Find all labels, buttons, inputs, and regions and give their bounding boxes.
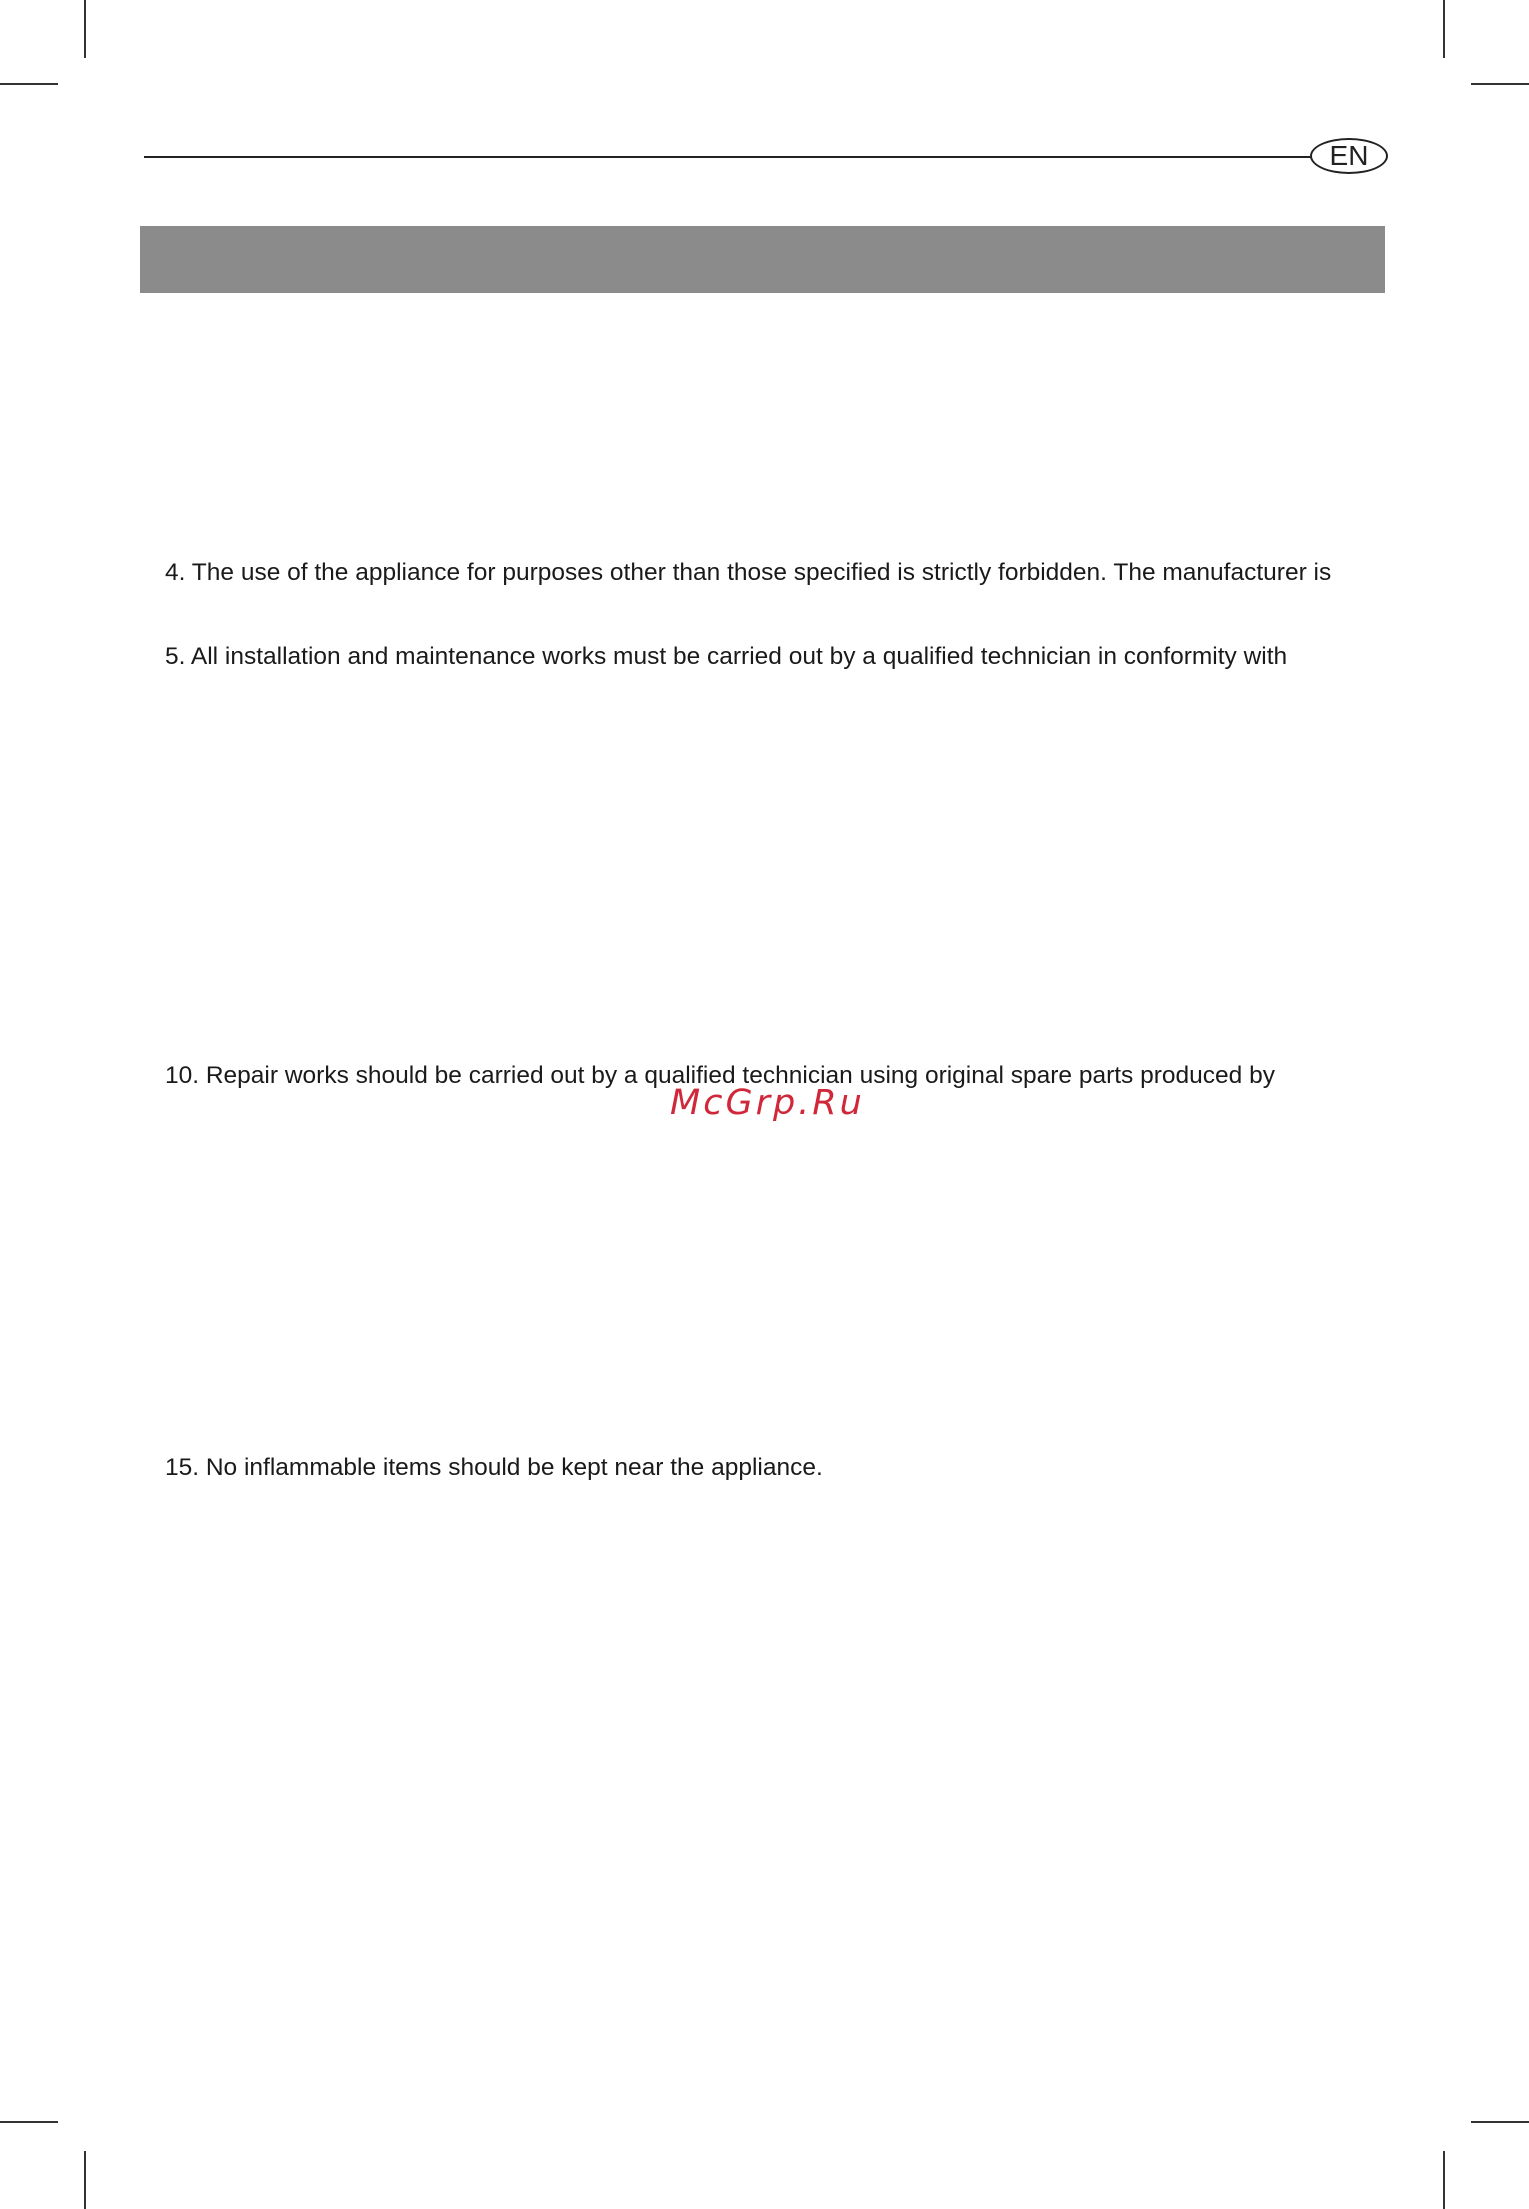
crop-mark-bottom-right-horizontal <box>1471 2121 1529 2123</box>
watermark: McGrp.Ru <box>670 1083 865 1123</box>
crop-mark-top-left-vertical <box>84 0 86 58</box>
language-badge: EN <box>1310 138 1388 174</box>
instruction-item-10: 10. Repair works should be carried out by a qualified technician using original spare parts produced by <box>165 1062 1275 1089</box>
crop-mark-top-right-horizontal <box>1471 83 1529 85</box>
instruction-item-15: 15. No inflammable items should be kept near the appliance. <box>165 1454 823 1481</box>
crop-mark-top-right-vertical <box>1443 0 1445 58</box>
header-rule <box>144 156 1312 158</box>
crop-mark-bottom-left-vertical <box>84 2151 86 2209</box>
crop-mark-bottom-right-vertical <box>1443 2151 1445 2209</box>
section-title-bar <box>140 226 1385 293</box>
instruction-item-5: 5. All installation and maintenance works must be carried out by a qualified technician in conformity with <box>165 643 1288 670</box>
crop-mark-bottom-left-horizontal <box>0 2121 58 2123</box>
instruction-item-4: 4. The use of the appliance for purposes other than those specified is strictly forbidden. The manufacturer is <box>165 559 1332 586</box>
crop-mark-top-left-horizontal <box>0 83 58 85</box>
